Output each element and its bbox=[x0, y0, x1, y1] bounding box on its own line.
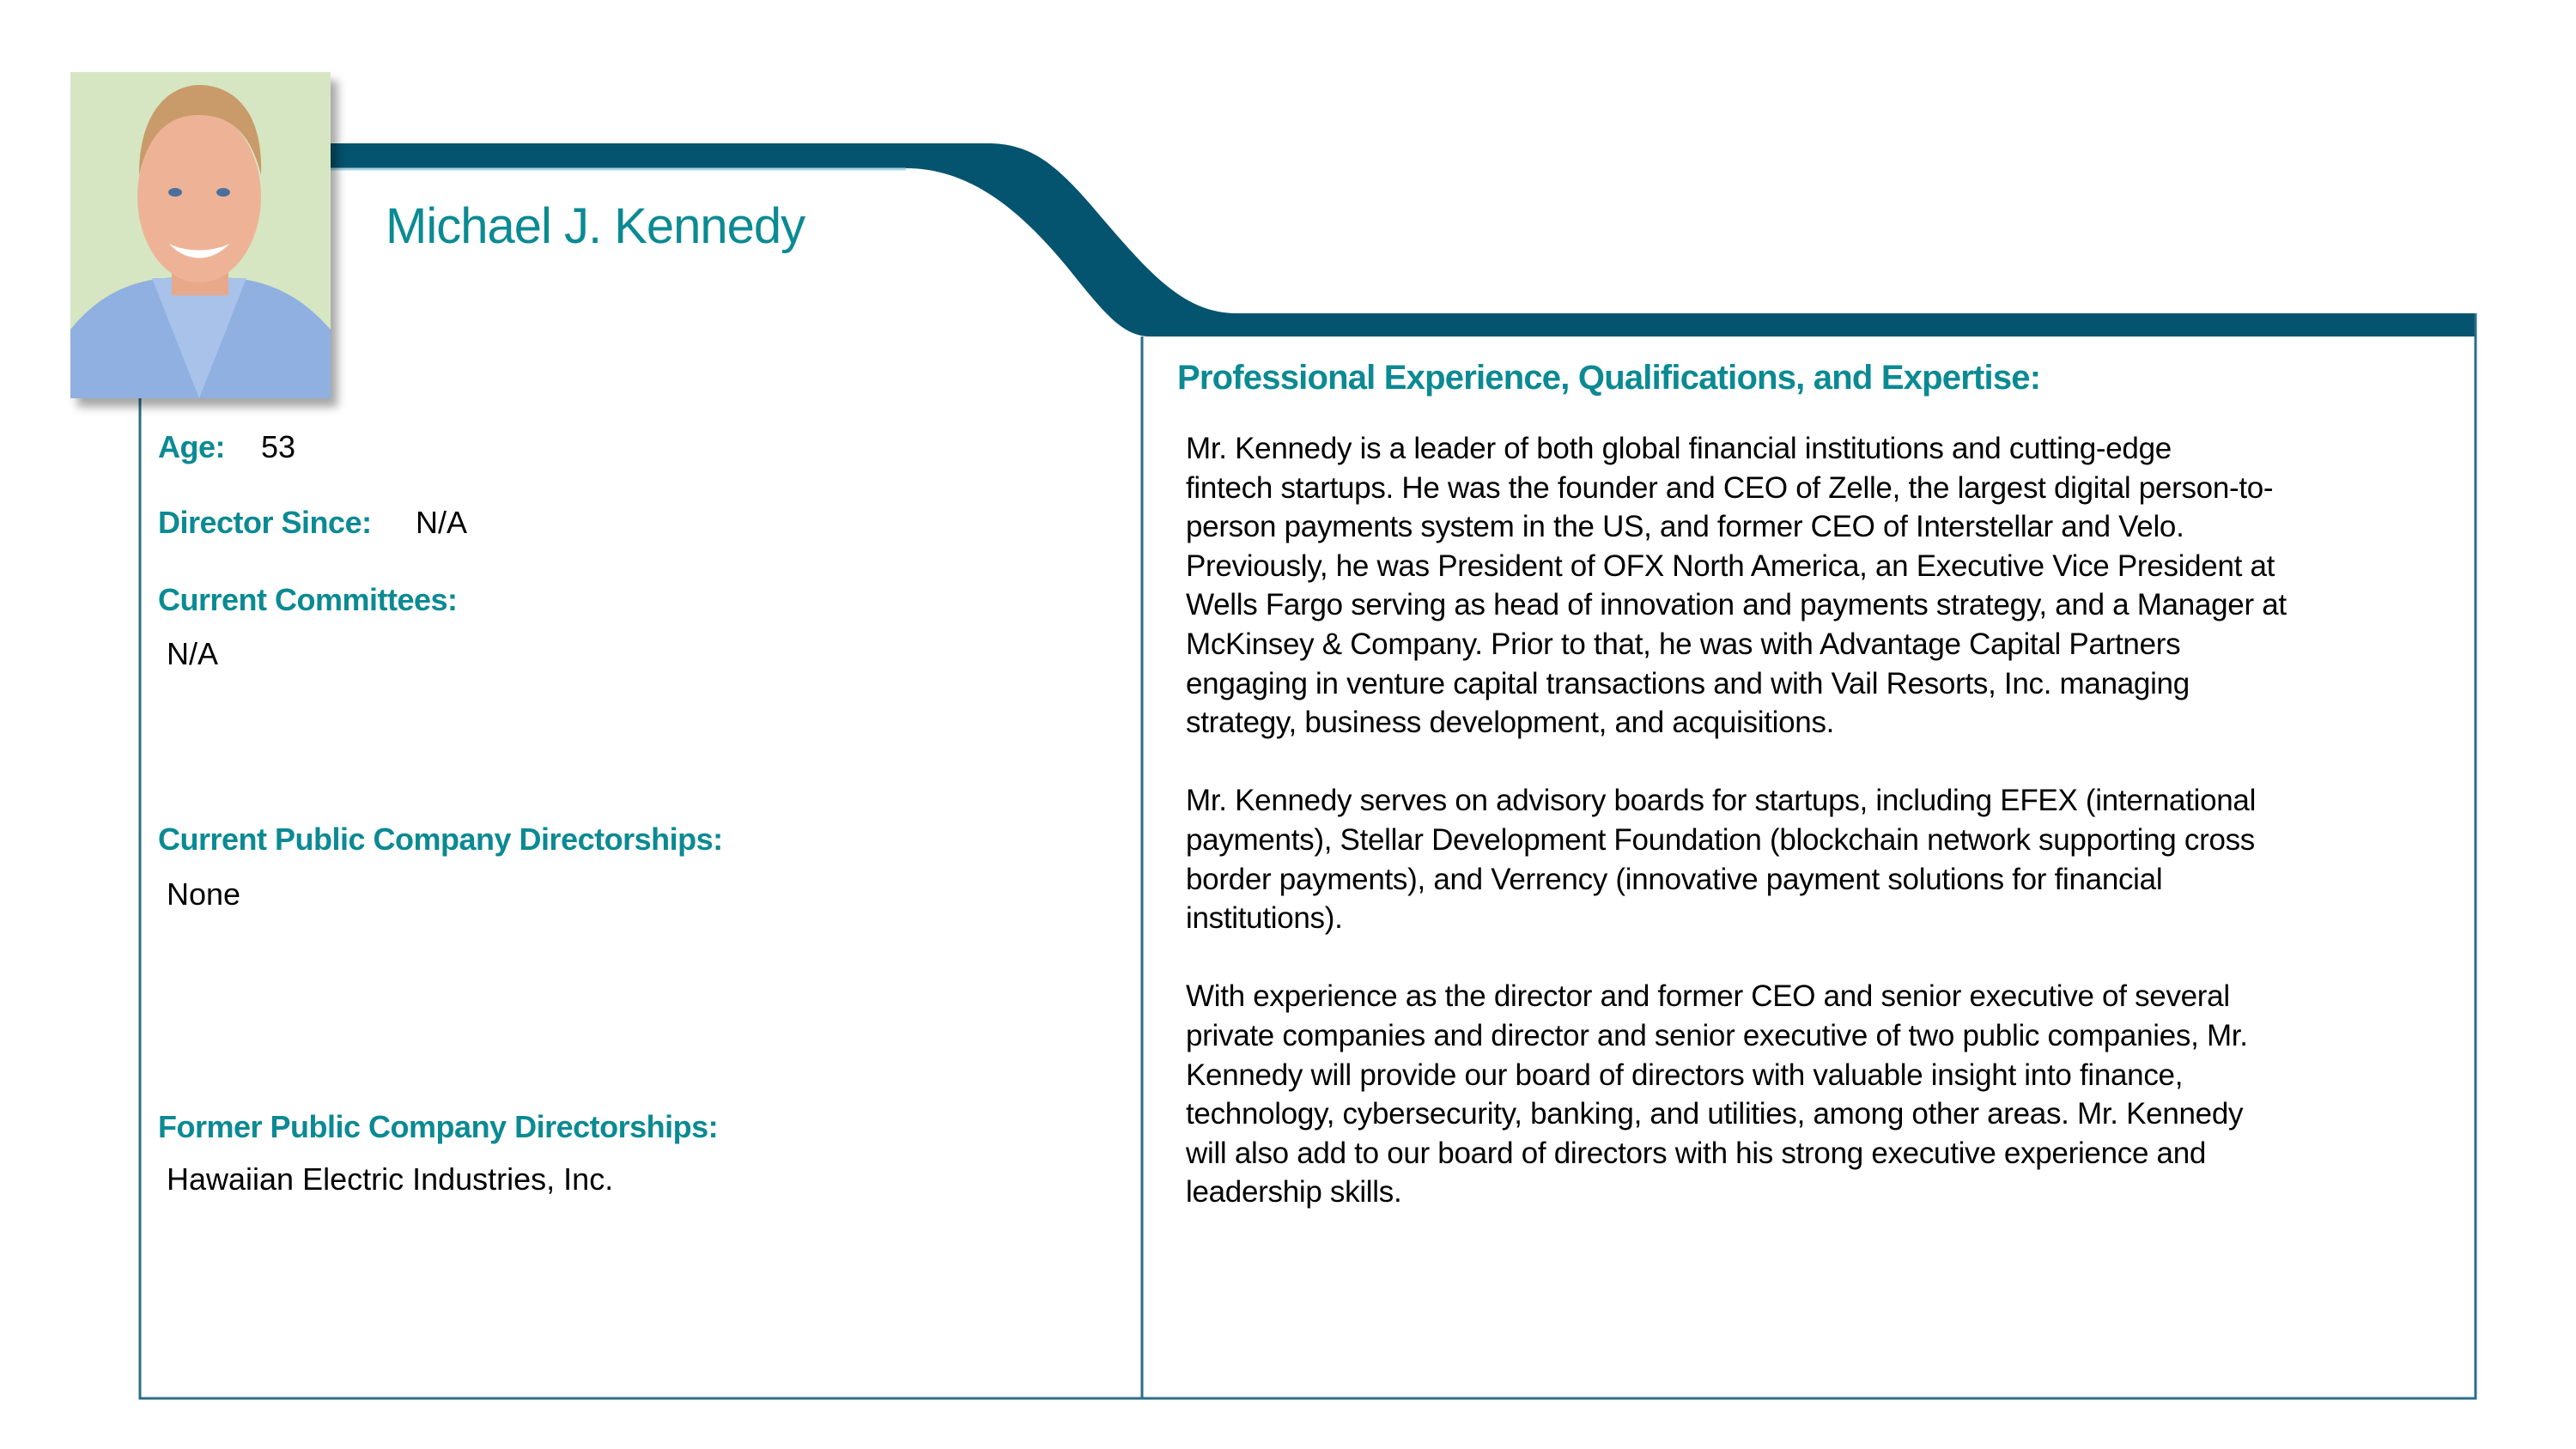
bio-paragraph bbox=[1186, 781, 2457, 937]
bio-line: person payments system in the US, and former CEO of Interstellar and Velo. bbox=[1186, 510, 2184, 544]
director-name: Michael J. Kennedy bbox=[386, 198, 805, 254]
age-label: Age: bbox=[158, 429, 225, 464]
committees-label: Current Committees: bbox=[158, 582, 458, 617]
committees-value: N/A bbox=[167, 636, 219, 671]
bio-line: private companies and director and senior executive of two public companies, Mr. bbox=[1186, 1018, 2248, 1052]
bio-line: Wells Fargo serving as head of innovation and payments strategy, and a Manager at bbox=[1186, 588, 2287, 622]
bio-line: Mr. Kennedy serves on advisory boards for startups, including EFEX (international bbox=[1186, 784, 2257, 818]
bio-line: With experience as the director and former CEO and senior executive of several bbox=[1186, 979, 2230, 1014]
experience-heading: Professional Experience, Qualifications, and Expertise: bbox=[1177, 359, 2041, 397]
bio-line: Previously, he was President of OFX North America, an Executive Vice President at bbox=[1186, 549, 2275, 583]
current-directorships-label: Current Public Company Directorships: bbox=[158, 822, 723, 857]
bio-line: McKinsey & Company. Prior to that, he was with Advantage Capital Partners bbox=[1186, 627, 2181, 661]
left-panel-border bbox=[140, 398, 1142, 1398]
bio-paragraph bbox=[1186, 429, 2457, 743]
bio-line: engaging in venture capital transactions and with Vail Resorts, Inc. managing bbox=[1186, 666, 2190, 700]
bio-line: will also add to our board of directors with his strong executive experience and bbox=[1186, 1136, 2207, 1170]
former-directorships-value: Hawaiian Electric Industries, Inc. bbox=[167, 1161, 614, 1197]
bio-line: technology, cybersecurity, banking, and utilities, among other areas. Mr. Kennedy bbox=[1186, 1097, 2244, 1131]
current-directorships-value: None bbox=[167, 876, 241, 912]
bio-line: strategy, business development, and acquisitions. bbox=[1186, 706, 1835, 740]
director-since-value: N/A bbox=[416, 505, 468, 540]
former-directorships-label: Former Public Company Directorships: bbox=[158, 1109, 719, 1144]
bio-line: fintech startups. He was the founder and CEO of Zelle, the largest digital person-to- bbox=[1186, 470, 2274, 505]
bio-line: Kennedy will provide our board of directors with valuable insight into finance, bbox=[1186, 1058, 2184, 1092]
director-since-label: Director Since: bbox=[158, 505, 372, 540]
bio-paragraph bbox=[1186, 977, 2457, 1212]
bio-line: leadership skills. bbox=[1186, 1175, 1402, 1210]
bio-line: Mr. Kennedy is a leader of both global financial institutions and cutting-edge bbox=[1186, 432, 2172, 465]
age-value: 53 bbox=[261, 429, 296, 464]
bio-line: institutions). bbox=[1186, 901, 1343, 936]
experience-bio bbox=[1186, 429, 2457, 1251]
profile-photo bbox=[70, 72, 331, 398]
bio-line: border payments), and Verrency (innovative payment solutions for financial bbox=[1186, 862, 2163, 896]
bio-line: payments), Stellar Development Foundation (blockchain network supporting cross bbox=[1186, 822, 2256, 857]
